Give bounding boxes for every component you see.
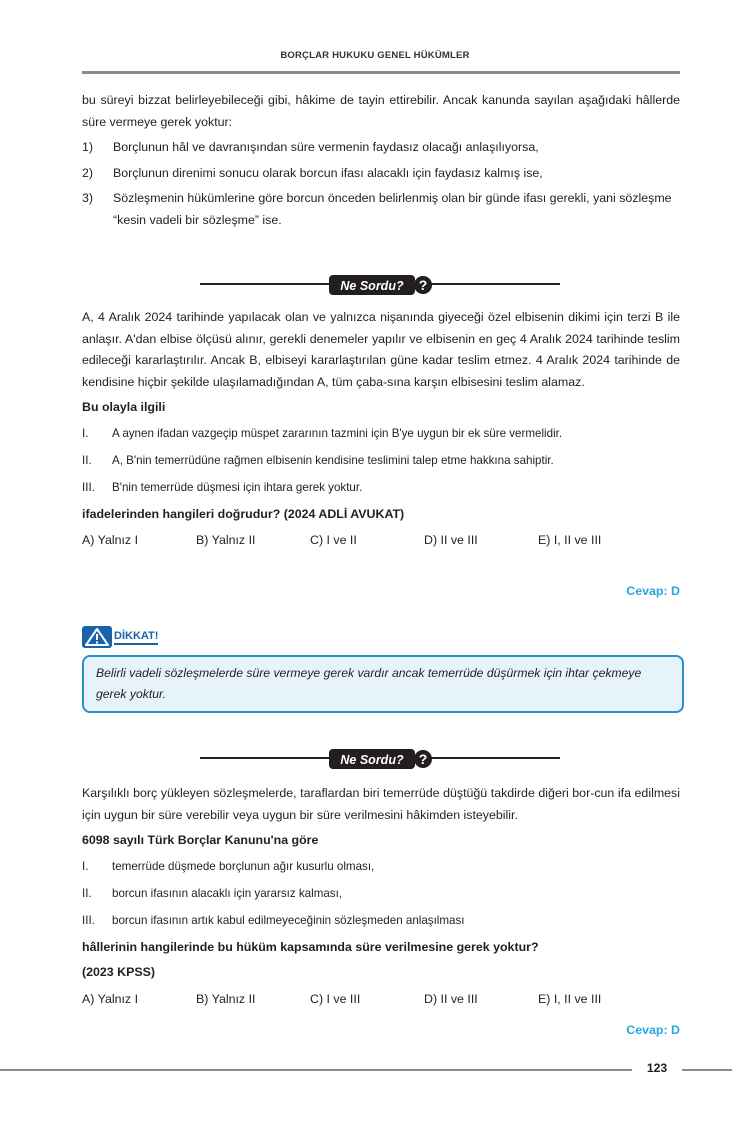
statement-text: temerrüde düşmede borçlunun ağır kusurlu olması, xyxy=(112,859,375,873)
ne-sordu-logo-text: Ne Sordu? xyxy=(340,279,404,293)
question-1 xyxy=(82,307,680,551)
answer-options xyxy=(82,529,680,551)
svg-text:?: ? xyxy=(418,751,428,767)
dikkat-badge xyxy=(82,625,158,649)
statement-text: A aynen ifadan vazgeçip müspet zararının tazmini için B'ye uygun bir ek süre vermelidir. xyxy=(112,426,563,440)
header-rule xyxy=(82,71,680,74)
list-item xyxy=(82,163,680,185)
question-stem: Karşılıklı borç yükleyen sözleşmelerde, taraflardan biri temerrüde düştüğü takdirde diğeri bor-cun ifa edilmesi için uygun bir süre verebilir veya uygun bir süre verilmesini hâkimden isteyebilir. xyxy=(82,786,680,822)
ne-sordu-divider xyxy=(200,270,560,300)
statement-number: II. xyxy=(82,453,92,467)
option-c: C) I ve III xyxy=(310,991,361,1006)
question-prompt: hâllerinin hangilerinde bu hüküm kapsamında süre verilmesine gerek yoktur? xyxy=(82,939,539,954)
statement-text: borcun ifasının alacaklı için yararsız kalması, xyxy=(112,886,343,900)
statement-list xyxy=(82,856,680,932)
ne-sordu-logo-text: Ne Sordu? xyxy=(340,753,404,767)
option-d: D) II ve III xyxy=(424,991,478,1006)
option-a: A) Yalnız I xyxy=(82,991,139,1006)
question-source: (2023 KPSS) xyxy=(82,965,156,979)
divider-line xyxy=(430,283,560,285)
divider-line xyxy=(200,283,330,285)
list-item-text: Borçlunun hâl ve davranışından süre vermenin faydasız olacağı anlaşılıyorsa, xyxy=(113,140,539,154)
footer-rule xyxy=(682,1069,732,1071)
question-lead: Bu olayla ilgili xyxy=(82,400,166,414)
option-a: A) Yalnız I xyxy=(82,533,139,547)
list-item-text: Borçlunun direnimi sonucu olarak borcun ifası alacaklı için faydasız kalmış ise, xyxy=(113,165,543,180)
list-item xyxy=(82,188,680,231)
question-prompt: ifadelerinden hangileri doğrudur? (2024 ADLİ AVUKAT) xyxy=(82,506,405,521)
statement-number: III. xyxy=(82,913,95,927)
page-number: 123 xyxy=(646,1061,668,1075)
option-b: B) Yalnız II xyxy=(196,533,256,547)
list-item-number: 1) xyxy=(82,140,94,154)
question-2 xyxy=(82,783,680,1010)
ne-sordu-logo xyxy=(328,272,432,298)
answer-key: Cevap: D xyxy=(626,1023,680,1037)
statement-item xyxy=(82,423,680,445)
statement-number: I. xyxy=(82,426,89,440)
statement-list xyxy=(82,423,680,499)
dikkat-label: DİKKAT! xyxy=(114,630,158,645)
list-item-number: 2) xyxy=(82,165,94,180)
option-d: D) II ve III xyxy=(424,533,478,547)
statement-number: III. xyxy=(82,480,95,494)
list-item-number: 3) xyxy=(82,191,94,205)
statement-item xyxy=(82,450,680,472)
statement-item xyxy=(82,856,680,878)
statement-number: II. xyxy=(82,886,92,900)
statement-text: A, B'nin temerrüdüne rağmen elbisenin kendisine teslimini talep etme hakkına sahiptir. xyxy=(112,453,554,467)
list-item xyxy=(82,137,680,159)
warning-icon xyxy=(82,626,112,648)
option-e: E) I, II ve III xyxy=(538,991,602,1006)
ne-sordu-divider xyxy=(200,744,560,774)
statement-item xyxy=(82,477,680,499)
running-header: BORÇLAR HUKUKU GENEL HÜKÜMLER xyxy=(280,50,470,61)
intro-section xyxy=(82,90,680,235)
question-stem: A, 4 Aralık 2024 tarihinde yapılacak olan ve yalnızca nişanında giyeceği özel elbisenin dikimi için terzi B ile anlaşır. A'dan elbise ölçüsü alınır, gerekli denemeler yapılır ve elbisenin en geç 4 Aralık 2024 tarihinde teslim edileceği kararlaştırılır. Ancak B, elbiseyi kararlaştırılan güne kadar teslim etmez. 4 Aralık 2024 tarihinde de kendisine hiçbir şekilde ulaşılamadığından A, tüm çaba-sına karşın elbisesini teslim alamaz. xyxy=(82,310,680,389)
statement-number: I. xyxy=(82,859,89,873)
question-lead: 6098 sayılı Türk Borçlar Kanunu'na göre xyxy=(82,833,319,847)
exception-list xyxy=(82,137,680,231)
statement-item xyxy=(82,910,680,932)
svg-text:?: ? xyxy=(418,277,428,293)
divider-line xyxy=(430,757,560,759)
answer-key: Cevap: D xyxy=(626,584,680,598)
option-e: E) I, II ve III xyxy=(538,533,602,547)
divider-line xyxy=(200,757,330,759)
statement-text: B'nin temerrüde düşmesi için ihtara gerek yoktur. xyxy=(112,480,363,494)
footer-rule xyxy=(0,1069,632,1071)
list-item-text: Sözleşmenin hükümlerine göre borcun önceden belirlenmiş olan bir günde ifası gerekli, yani sözleşme “kesin vadeli bir sözleşme” ise. xyxy=(113,191,672,227)
statement-item xyxy=(82,883,680,905)
option-b: B) Yalnız II xyxy=(196,991,256,1006)
option-c: C) I ve II xyxy=(310,533,357,547)
statement-text: borcun ifasının artık kabul edilmeyeceğinin sözleşmeden anlaşılması xyxy=(112,913,465,927)
dikkat-note: Belirli vadeli sözleşmelerde süre vermeye gerek vardır ancak temerrüde düşürmek için ihtar çekmeye gerek yoktur. xyxy=(82,655,684,713)
ne-sordu-logo xyxy=(328,746,432,772)
answer-options xyxy=(82,988,680,1010)
intro-paragraph: bu süreyi bizzat belirleyebileceği gibi, hâkime de tayin ettirebilir. Ancak kanunda sayılan aşağıdaki hâllerde süre vermeye gerek yoktur: xyxy=(82,93,680,129)
